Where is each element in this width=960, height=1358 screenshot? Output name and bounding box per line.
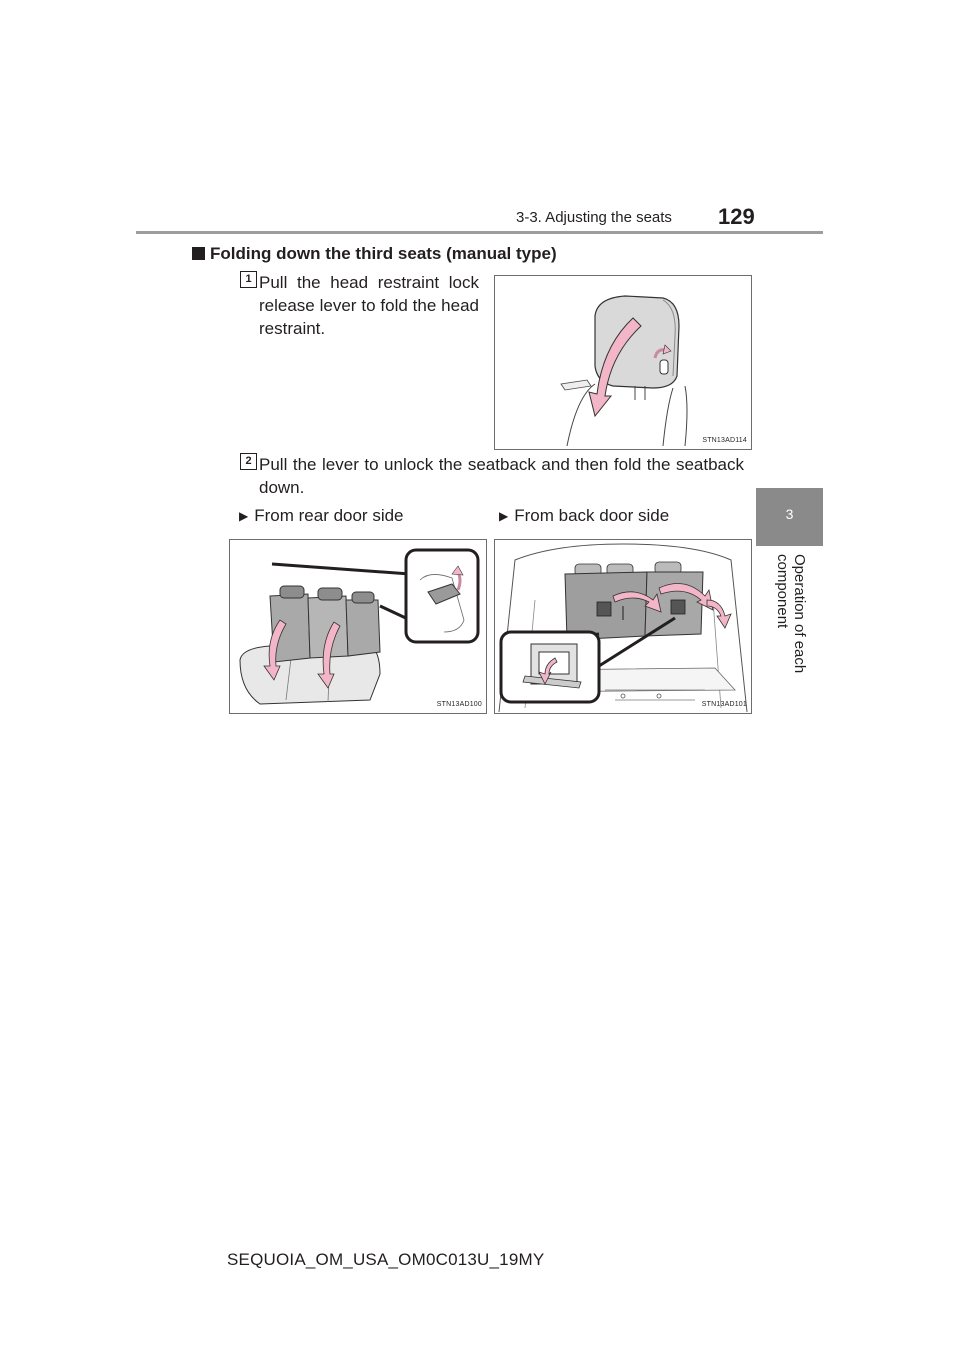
- section-title-text: Folding down the third seats (manual type): [210, 244, 557, 263]
- square-bullet-icon: [192, 247, 205, 260]
- footer-doc-id: SEQUOIA_OM_USA_OM0C013U_19MY: [227, 1250, 545, 1269]
- chapter-label: Operation of each component: [774, 554, 808, 674]
- head-restraint-illustration: [495, 276, 751, 449]
- section-title: [192, 244, 557, 264]
- triangle-bullet-icon: ▶: [239, 509, 249, 523]
- running-header-section: 3-3. Adjusting the seats: [516, 209, 672, 226]
- rear-door-label-text: From rear door side: [254, 506, 404, 525]
- chapter-number: 3: [785, 506, 794, 522]
- head-restraint-figure: [494, 275, 752, 450]
- chapter-tab: [756, 488, 823, 546]
- step-2-text: Pull the lever to unlock the seatback and then fold the seatback down.: [259, 455, 744, 497]
- rear-door-seat-illustration: [230, 540, 486, 713]
- header-divider: [136, 231, 823, 234]
- step-1-text: Pull the head restraint lock release lever to fold the head restraint.: [259, 273, 479, 338]
- page-number: 129: [718, 204, 755, 229]
- figure-code: STN13AD100: [436, 701, 482, 708]
- back-door-label: [499, 506, 669, 526]
- step-number-2: 2: [240, 453, 257, 470]
- step-number-1: 1: [240, 271, 257, 288]
- figure-code: STN13AD101: [701, 701, 747, 708]
- triangle-bullet-icon: ▶: [499, 509, 509, 523]
- back-door-label-text: From back door side: [514, 506, 670, 525]
- back-door-cargo-illustration: [495, 540, 751, 713]
- figure-code: STN13AD114: [702, 437, 747, 444]
- rear-door-label: [239, 506, 404, 526]
- back-door-figure: [494, 539, 752, 714]
- rear-door-figure: [229, 539, 487, 714]
